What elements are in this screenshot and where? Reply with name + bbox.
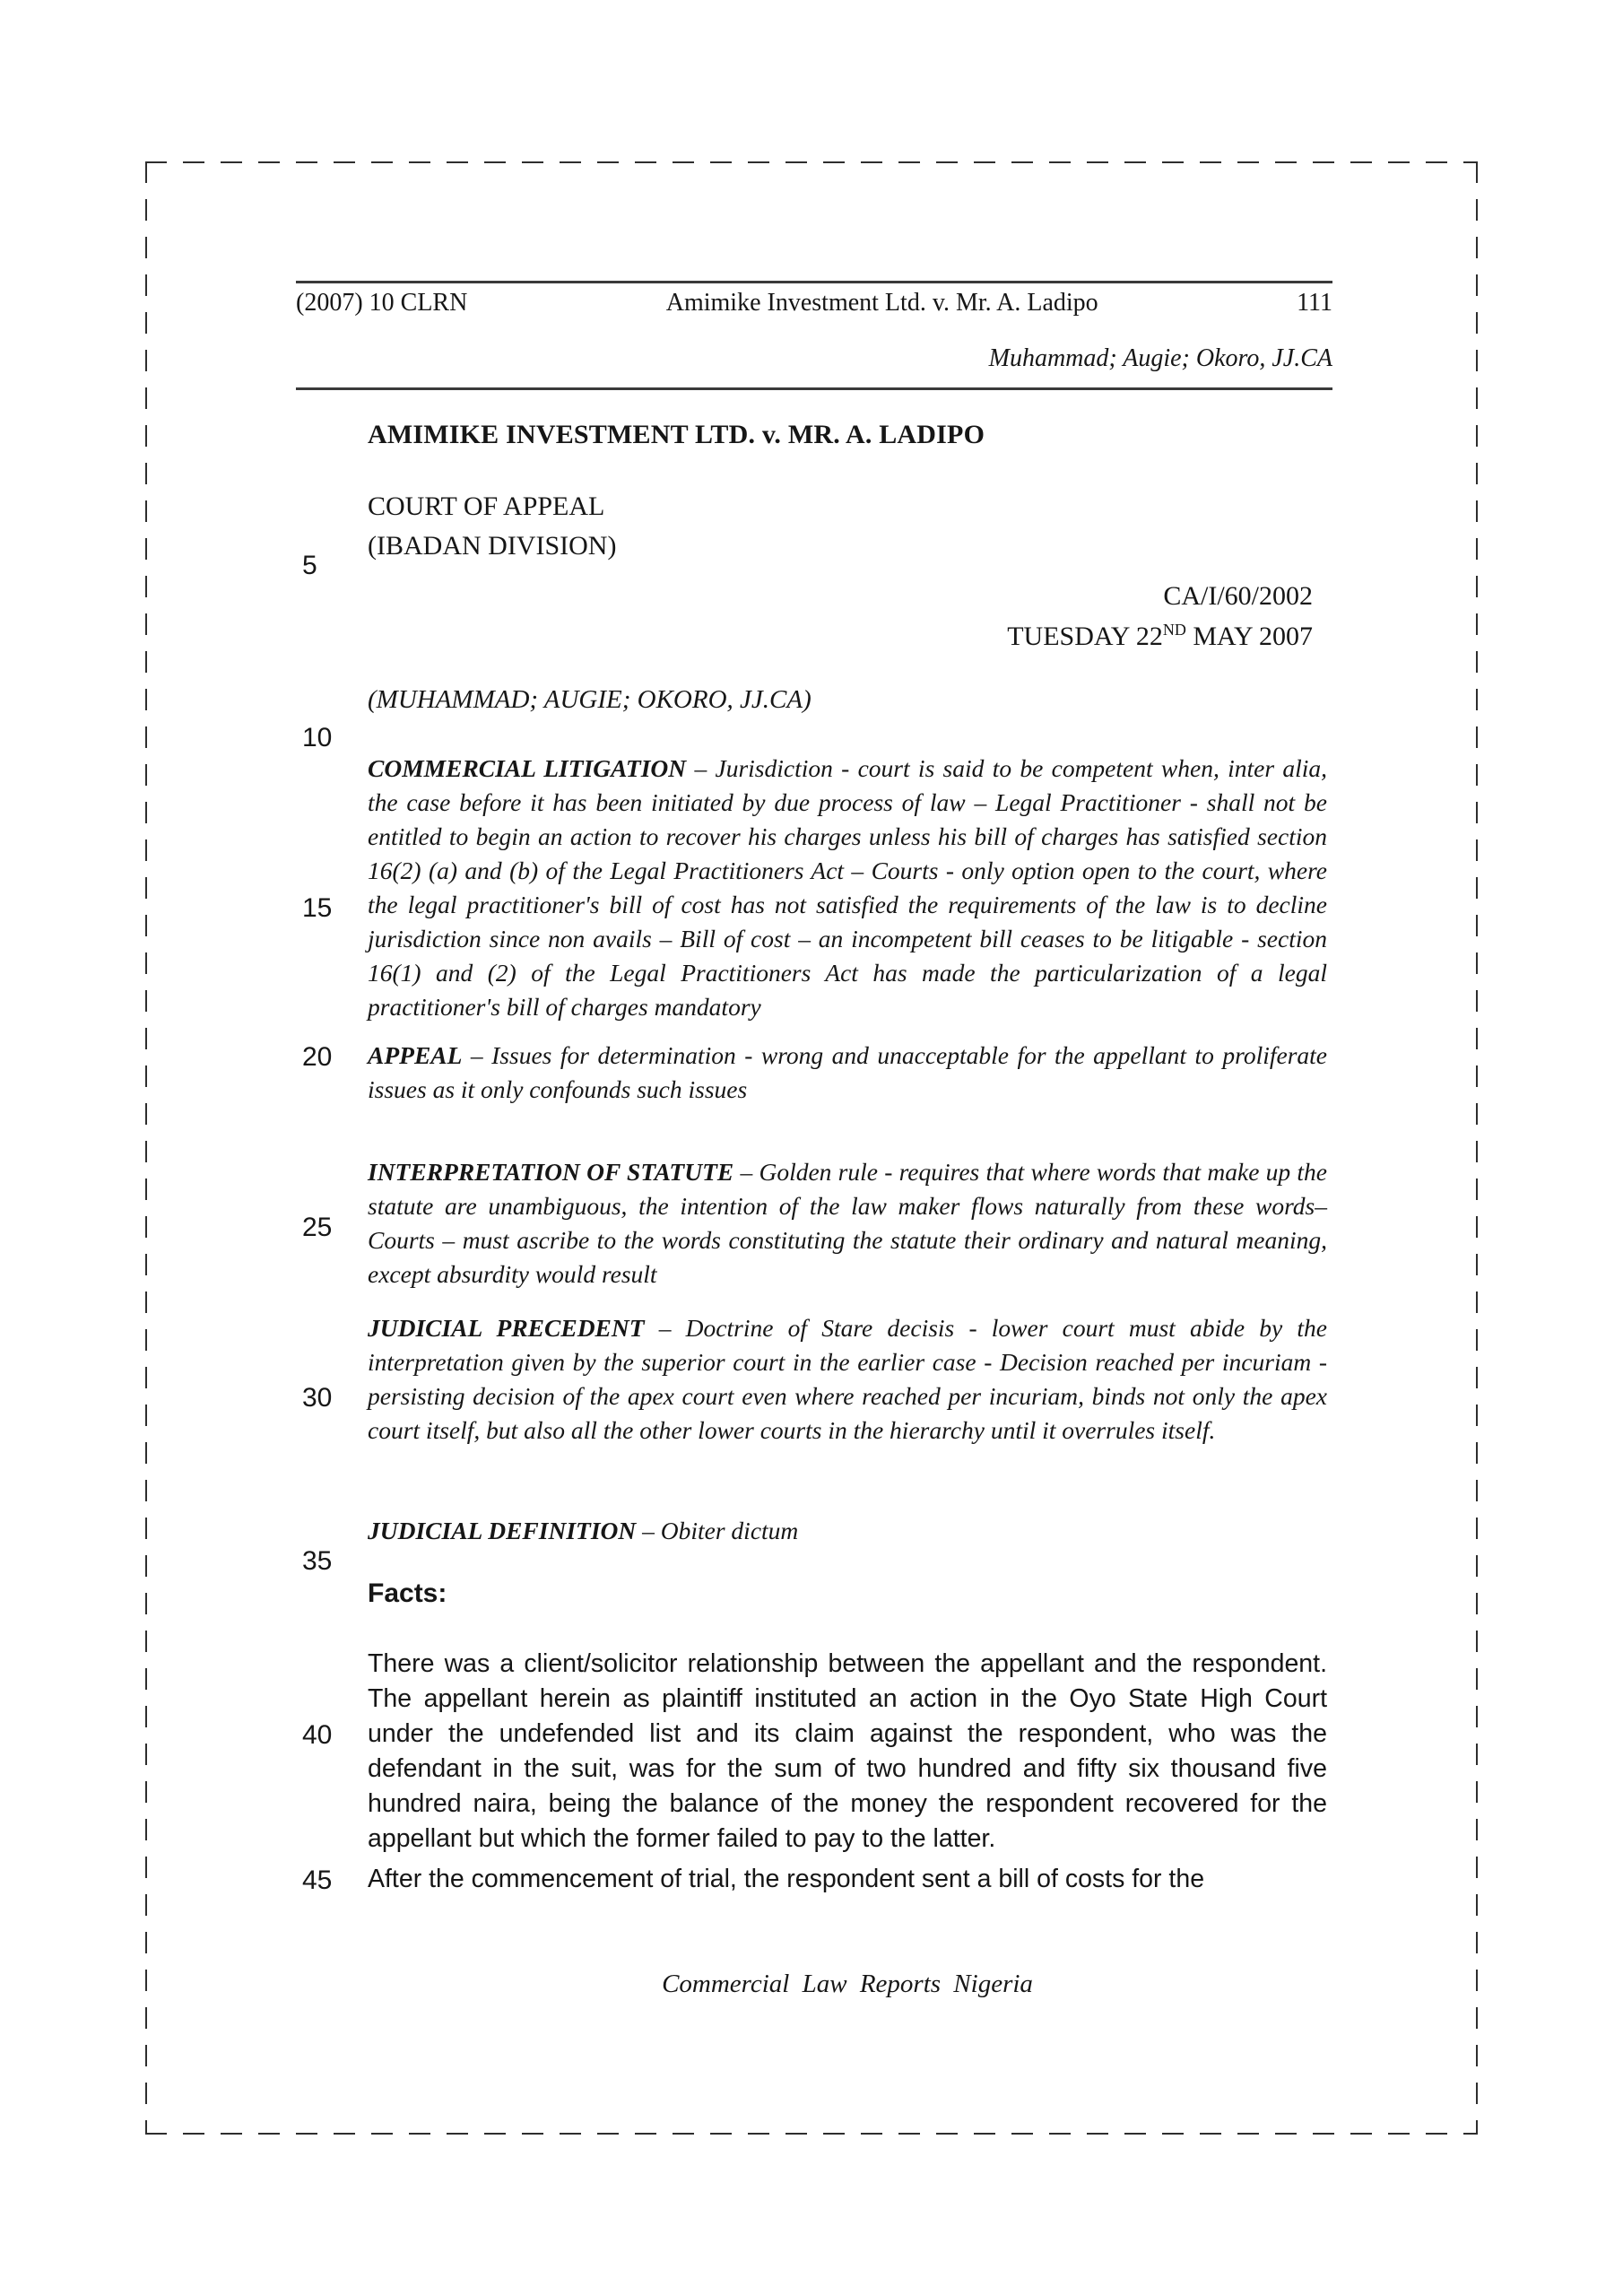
facts-paragraph-2: After the commencement of trial, the respondent sent a bill of costs for the <box>368 1865 1205 1893</box>
line-number-30: 30 <box>302 1383 333 1413</box>
date-ordinal-superscript: ND <box>1162 621 1186 639</box>
facts-paragraph-1: There was a client/solicitor relationship between the appellant and the respondent. The appellant herein as plaintiff instituted an action in the Oyo State High Court under the undefended list and its claim against the respondent, who was the defendant in the suit, was for the sum of two hundred and fifty six thousand five hundred naira, being the balance of the money the respondent recovered for the appellant but which the former failed to pay to the latter. <box>368 1649 1327 1853</box>
line-number-20: 20 <box>302 1042 333 1072</box>
catchword-text: – Issues for determination - wrong and unacceptable for the appellant to proliferate issues as it only confounds such issues <box>368 1041 1327 1103</box>
page-border-right <box>1476 161 1478 2135</box>
page-border-top <box>145 161 1478 163</box>
catchword-text: – Golden rule - requires that where words that make up the statute are unambiguous, the intention of the law maker flows naturally from these words– Courts – must ascribe to the words constituting the statute their ordinary and natural meaning, except absurdity would result <box>368 1158 1327 1288</box>
catchword-judicial-definition <box>368 1514 1327 1548</box>
header-case-title: Amimike Investment Ltd. v. Mr. A. Ladipo <box>665 289 1098 317</box>
header-rule-bottom <box>296 387 1332 390</box>
page-footer: Commercial Law Reports Nigeria <box>662 1970 1033 1998</box>
line-number-40: 40 <box>302 1720 333 1750</box>
catchword-heading: APPEAL <box>368 1041 463 1069</box>
page-border-bottom <box>145 2133 1478 2135</box>
court-division: (IBADAN DIVISION) <box>368 531 617 561</box>
catchword-appeal <box>368 1039 1327 1107</box>
coram-line: (MUHAMMAD; AUGIE; OKORO, JJ.CA) <box>368 685 812 714</box>
catchword-interpretation-of-statute <box>368 1155 1327 1292</box>
court-name: COURT OF APPEAL <box>368 491 605 521</box>
line-number-25: 25 <box>302 1213 333 1242</box>
catchword-heading: INTERPRETATION OF STATUTE <box>368 1158 734 1186</box>
line-number-5: 5 <box>302 551 317 580</box>
line-number-15: 15 <box>302 893 333 923</box>
page-border-left <box>145 161 147 2135</box>
facts-heading: Facts: <box>368 1578 447 1608</box>
case-title-heading: AMIMIKE INVESTMENT LTD. v. MR. A. LADIPO <box>368 420 985 449</box>
case-number: CA/I/60/2002 <box>1163 581 1313 611</box>
catchword-text: – Doctrine of Stare decisis - lower court must abide by the interpretation given by the superior court in the earlier case - Decision reached per incuriam - persisting decision of the apex court even where reached per incuriam, binds not only the apex court itself, but also all the other lower courts in the hierarchy until it overrules itself. <box>368 1314 1327 1444</box>
header-judges-line: Muhammad; Augie; Okoro, JJ.CA <box>988 344 1332 372</box>
running-header <box>296 289 1332 317</box>
catchword-text: – Obiter dictum <box>636 1517 799 1544</box>
catchword-judicial-precedent <box>368 1311 1327 1448</box>
hearing-date: TUESDAY 22ND MAY 2007 <box>1007 621 1313 651</box>
catchword-heading: JUDICIAL PRECEDENT <box>368 1314 645 1342</box>
header-page-number: 111 <box>1297 289 1332 317</box>
catchword-commercial-litigation <box>368 752 1327 1024</box>
catchword-heading: JUDICIAL DEFINITION <box>368 1517 637 1544</box>
line-number-45: 45 <box>302 1866 333 1895</box>
catchword-text: – Jurisdiction - court is said to be competent when, inter alia, the case before it has been initiated by due process of law – Legal Practitioner - shall not be entitled to begin an action to recover his charges unless his bill of charges has satisfied section 16(2) (a) and (b) of the Legal Practitioners Act – Courts - only option open to the court, where the legal practitioner's bill of cost has not satisfied the requirements of the law is to decline jurisdiction since non avails – Bill of cost – an incompetent bill ceases to be litigable - section 16(1) and (2) of the Legal Practitioners Act has made the particularization of a legal practitioner's bill of charges mandatory <box>368 754 1328 1021</box>
header-citation: (2007) 10 CLRN <box>296 289 468 317</box>
line-number-35: 35 <box>302 1546 333 1576</box>
header-rule-top <box>296 281 1332 283</box>
line-number-10: 10 <box>302 723 333 752</box>
catchword-heading: COMMERCIAL LITIGATION <box>368 754 687 782</box>
